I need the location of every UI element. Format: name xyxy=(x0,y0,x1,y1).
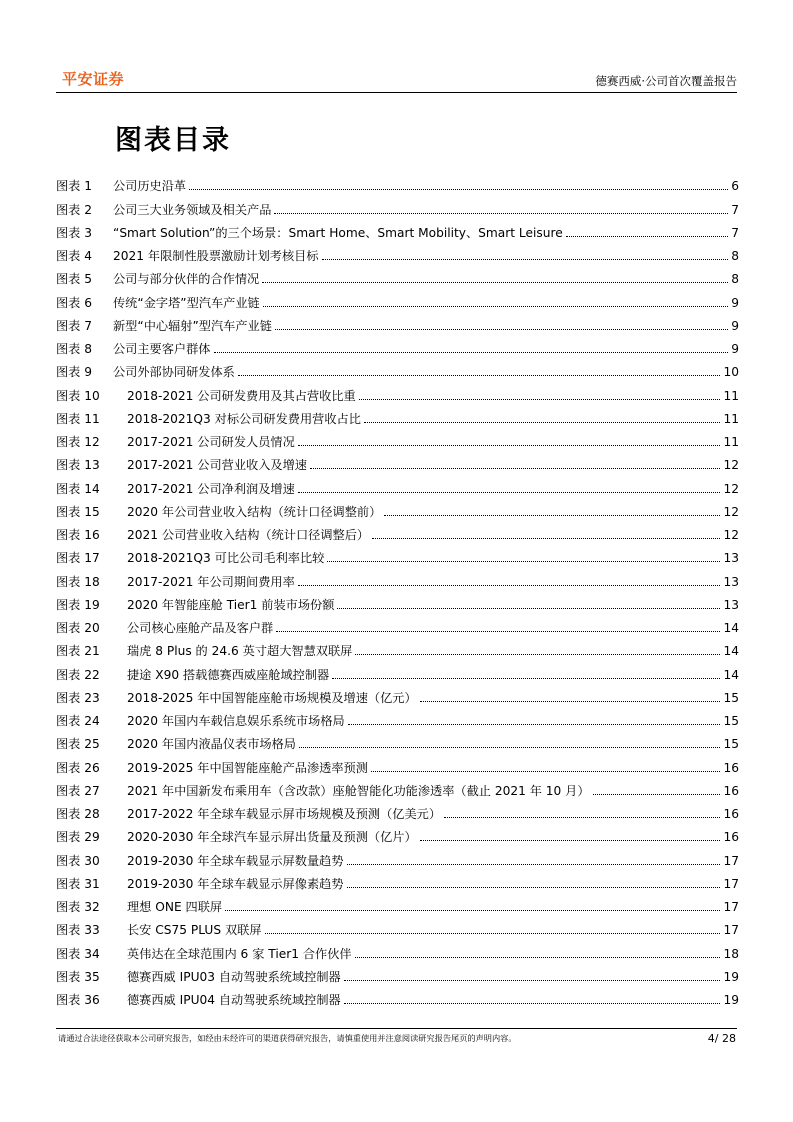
report-title: 德赛西威·公司首次覆盖报告 xyxy=(595,74,737,88)
toc-entry-label: 图表 35 xyxy=(56,969,100,984)
toc-entry-label: 图表 32 xyxy=(56,900,100,914)
toc-entry-label: 图表 5 xyxy=(56,272,93,287)
toc-entry-label: 图表 34 xyxy=(56,946,100,961)
toc-entry-label: 图表 12 xyxy=(56,435,100,449)
toc-entry-label: 图表 29 xyxy=(56,830,100,845)
toc-dot-leader xyxy=(265,933,721,934)
toc-dot-leader xyxy=(332,678,720,679)
toc-entry-title: 公司主要客户群体 xyxy=(113,342,211,356)
toc-entry[interactable] xyxy=(56,519,739,542)
toc-entry-label: 图表 22 xyxy=(56,667,100,682)
toc-dot-leader xyxy=(276,631,720,632)
toc-dot-leader xyxy=(355,957,721,958)
toc-entry-page: 15 xyxy=(723,714,739,728)
toc-entry-title: 2018-2025 年中国智能座舱市场规模及增速（亿元） xyxy=(127,690,417,705)
toc-dot-leader xyxy=(238,375,721,376)
toc-entry-label: 图表 10 xyxy=(56,388,100,403)
toc-entry[interactable] xyxy=(56,589,739,612)
toc-entry-title: 新型“中心辐射”型汽车产业链 xyxy=(113,318,272,333)
toc-entry-label: 图表 7 xyxy=(56,318,93,333)
toc-entry[interactable] xyxy=(56,844,739,867)
toc-entry-page: 13 xyxy=(723,597,739,612)
toc-entry-title: 2019-2030 年全球车载显示屏像素趋势 xyxy=(127,876,344,891)
toc-entry-label: 图表 9 xyxy=(56,365,93,380)
toc-entry-title: 2017-2021 公司净利润及增速 xyxy=(127,481,295,496)
toc-entry-label: 图表 3 xyxy=(56,225,93,240)
toc-entry-page: 16 xyxy=(723,783,739,798)
toc-entry-page: 11 xyxy=(723,388,739,403)
toc-dot-leader xyxy=(384,515,720,516)
toc-entry-title: 公司三大业务领域及相关产品 xyxy=(113,202,272,217)
toc-entry-page: 8 xyxy=(731,272,739,287)
toc-entry-title: 2021 公司营业收入结构（统计口径调整后） xyxy=(127,528,370,542)
toc-dot-leader xyxy=(298,585,721,586)
toc-entry-label: 图表 14 xyxy=(56,481,100,496)
toc-entry-page: 9 xyxy=(731,342,739,356)
toc-entry-page: 8 xyxy=(731,249,739,263)
toc-entry-title: 2019-2025 年中国智能座舱产品渗透率预测 xyxy=(127,760,368,775)
toc-entry-page: 7 xyxy=(731,202,739,217)
toc-entry-label: 图表 11 xyxy=(56,411,100,426)
toc-entry[interactable] xyxy=(56,472,739,495)
toc-entry-label: 图表 2 xyxy=(56,202,93,217)
toc-dot-leader xyxy=(420,701,721,702)
toc-dot-leader xyxy=(355,654,720,655)
toc-entry[interactable] xyxy=(56,542,739,565)
page-title: 图表目录 xyxy=(115,125,231,156)
toc-entry-title: 2017-2021 年公司期间费用率 xyxy=(127,574,295,589)
toc-entry[interactable] xyxy=(56,379,739,402)
toc-entry-page: 17 xyxy=(723,876,739,891)
toc-entry-title: 捷途 X90 搭载德赛西威座舱域控制器 xyxy=(127,667,330,682)
toc-entry-page: 17 xyxy=(723,900,739,914)
toc-dot-leader xyxy=(420,840,721,841)
toc-dot-leader xyxy=(262,282,728,283)
toc-entry-page: 12 xyxy=(723,481,739,496)
toc-entry-page: 17 xyxy=(723,853,739,868)
toc-entry-title: 2021 年中国新发布乘用车（含改款）座舱智能化功能渗透率（截止 2021 年 10 月） xyxy=(127,783,590,798)
table-of-figures xyxy=(56,170,739,1007)
toc-entry[interactable] xyxy=(56,240,739,263)
toc-entry[interactable] xyxy=(56,728,739,751)
toc-dot-leader xyxy=(444,817,720,818)
toc-entry-title: 2019-2030 年全球车载显示屏数量趋势 xyxy=(127,853,344,868)
toc-entry-label: 图表 19 xyxy=(56,597,100,612)
toc-dot-leader xyxy=(298,445,721,446)
toc-entry-title: 2020 年智能座舱 Tier1 前装市场份额 xyxy=(127,597,335,612)
toc-entry-label: 图表 13 xyxy=(56,458,100,473)
toc-entry-title: 2018-2021 公司研发费用及其占营收比重 xyxy=(127,388,356,403)
toc-entry-label: 图表 25 xyxy=(56,737,100,752)
toc-entry-label: 图表 16 xyxy=(56,528,100,542)
toc-entry-title: 2018-2021Q3 对标公司研发费用营收占比 xyxy=(127,411,361,426)
toc-entry[interactable] xyxy=(56,705,739,728)
toc-dot-leader xyxy=(299,747,721,748)
toc-entry-page: 19 xyxy=(723,969,739,984)
toc-entry-page: 15 xyxy=(723,737,739,752)
toc-entry[interactable] xyxy=(56,658,739,681)
toc-dot-leader xyxy=(214,352,729,353)
footer-divider xyxy=(56,1028,737,1029)
toc-entry-title: 2020 年公司营业收入结构（统计口径调整前） xyxy=(127,504,382,519)
toc-entry[interactable] xyxy=(56,333,739,356)
toc-entry-page: 9 xyxy=(731,318,739,333)
toc-entry[interactable] xyxy=(56,426,739,449)
toc-dot-leader xyxy=(364,422,721,423)
toc-entry-title: 瑞虎 8 Plus 的 24.6 英寸超大智慧双联屏 xyxy=(127,644,353,659)
toc-entry-title: 公司核心座舱产品及客户群 xyxy=(127,621,274,635)
toc-entry-title: 公司与部分伙伴的合作情况 xyxy=(113,272,260,287)
toc-entry-label: 图表 21 xyxy=(56,644,100,659)
toc-entry[interactable] xyxy=(56,635,739,658)
toc-dot-leader xyxy=(263,306,729,307)
toc-dot-leader xyxy=(347,864,721,865)
toc-entry[interactable] xyxy=(56,565,739,588)
toc-entry[interactable] xyxy=(56,821,739,844)
toc-entry-title: 公司外部协同研发体系 xyxy=(113,365,235,380)
toc-entry-title: 长安 CS75 PLUS 双联屏 xyxy=(127,923,262,938)
toc-entry-label: 图表 30 xyxy=(56,853,100,868)
toc-entry-title: 2020 年国内液晶仪表市场格局 xyxy=(127,737,296,752)
toc-dot-leader xyxy=(275,329,728,330)
toc-entry-title: 德赛西威 IPU03 自动驾驶系统域控制器 xyxy=(127,969,341,984)
toc-dot-leader xyxy=(566,236,729,237)
toc-entry[interactable] xyxy=(56,449,739,472)
toc-entry[interactable] xyxy=(56,356,739,379)
toc-dot-leader xyxy=(348,724,721,725)
toc-entry[interactable] xyxy=(56,937,739,960)
toc-entry[interactable] xyxy=(56,751,739,774)
toc-entry[interactable] xyxy=(56,310,739,333)
toc-entry[interactable] xyxy=(56,612,739,635)
toc-entry[interactable] xyxy=(56,891,739,914)
toc-dot-leader xyxy=(189,189,728,190)
toc-dot-leader xyxy=(593,794,721,795)
toc-entry-page: 9 xyxy=(731,295,739,310)
toc-dot-leader xyxy=(347,887,721,888)
toc-entry-page: 15 xyxy=(723,690,739,705)
toc-entry-page: 18 xyxy=(723,946,739,961)
header-divider xyxy=(56,92,737,93)
toc-dot-leader xyxy=(371,771,721,772)
toc-entry-title: 2017-2021 公司研发人员情况 xyxy=(127,435,295,449)
toc-entry-title: 2020 年国内车载信息娱乐系统市场格局 xyxy=(127,714,345,728)
toc-entry[interactable] xyxy=(56,798,739,821)
toc-entry-label: 图表 6 xyxy=(56,295,93,310)
toc-entry-page: 12 xyxy=(723,504,739,519)
toc-entry[interactable] xyxy=(56,496,739,519)
toc-entry-page: 7 xyxy=(731,225,739,240)
toc-entry[interactable] xyxy=(56,682,739,705)
toc-dot-leader xyxy=(274,213,728,214)
toc-entry-label: 图表 28 xyxy=(56,807,100,821)
toc-entry-title: 2017-2022 年全球车载显示屏市场规模及预测（亿美元） xyxy=(127,807,442,821)
toc-entry[interactable] xyxy=(56,217,739,240)
toc-entry-page: 6 xyxy=(731,179,739,194)
toc-entry-label: 图表 17 xyxy=(56,551,100,566)
toc-entry-label: 图表 27 xyxy=(56,783,100,798)
toc-entry-page: 14 xyxy=(723,667,739,682)
toc-entry-title: 公司历史沿革 xyxy=(113,179,187,194)
toc-entry[interactable] xyxy=(56,775,739,798)
toc-entry[interactable] xyxy=(56,961,739,984)
toc-entry[interactable] xyxy=(56,868,739,891)
toc-dot-leader xyxy=(310,468,720,469)
footer-disclaimer: 请通过合法途径获取本公司研究报告，如经由未经许可的渠道获得研究报告，请慎重使用并注意阅读研究报告尾页的声明内容。 xyxy=(58,1033,517,1043)
toc-entry-page: 14 xyxy=(723,621,739,635)
toc-entry-title: “Smart Solution”的三个场景：Smart Home、Smart Mobility、Smart Leisure xyxy=(113,225,563,240)
toc-entry-title: 传统“金字塔”型汽车产业链 xyxy=(113,295,260,310)
toc-dot-leader xyxy=(337,608,720,609)
toc-entry[interactable] xyxy=(56,193,739,216)
toc-entry-page: 10 xyxy=(723,365,739,380)
toc-entry-page: 16 xyxy=(723,760,739,775)
toc-entry-label: 图表 20 xyxy=(56,621,100,635)
toc-entry[interactable] xyxy=(56,263,739,286)
toc-entry-title: 理想 ONE 四联屏 xyxy=(127,900,223,914)
toc-entry-label: 图表 31 xyxy=(56,876,100,891)
toc-entry-page: 19 xyxy=(723,993,739,1007)
toc-entry-label: 图表 33 xyxy=(56,923,100,938)
toc-entry-label: 图表 1 xyxy=(56,179,93,194)
toc-entry-page: 12 xyxy=(723,458,739,473)
toc-entry[interactable] xyxy=(56,984,739,1007)
toc-entry[interactable] xyxy=(56,403,739,426)
toc-dot-leader xyxy=(298,492,721,493)
toc-entry[interactable] xyxy=(56,914,739,937)
toc-entry-page: 13 xyxy=(723,574,739,589)
toc-entry-title: 2020-2030 年全球汽车显示屏出货量及预测（亿片） xyxy=(127,830,417,845)
toc-entry-page: 13 xyxy=(723,551,739,566)
toc-dot-leader xyxy=(225,910,720,911)
toc-dot-leader xyxy=(327,561,720,562)
toc-dot-leader xyxy=(372,538,720,539)
toc-entry-page: 14 xyxy=(723,644,739,659)
toc-entry-label: 图表 24 xyxy=(56,714,100,728)
toc-entry-page: 11 xyxy=(723,411,739,426)
toc-entry-page: 11 xyxy=(723,435,739,449)
toc-dot-leader xyxy=(344,1003,721,1004)
toc-entry-label: 图表 36 xyxy=(56,993,100,1007)
toc-dot-leader xyxy=(322,259,729,260)
toc-entry-title: 英伟达在全球范围内 6 家 Tier1 合作伙伴 xyxy=(127,946,352,961)
toc-entry-title: 2017-2021 公司营业收入及增速 xyxy=(127,458,307,473)
toc-entry-title: 德赛西威 IPU04 自动驾驶系统域控制器 xyxy=(127,993,341,1007)
toc-entry-label: 图表 4 xyxy=(56,249,93,263)
toc-entry[interactable] xyxy=(56,170,739,193)
toc-entry[interactable] xyxy=(56,286,739,309)
toc-entry-page: 16 xyxy=(723,830,739,845)
toc-entry-page: 12 xyxy=(723,528,739,542)
page-number: 4/ 28 xyxy=(707,1032,736,1045)
toc-dot-leader xyxy=(359,399,721,400)
toc-entry-page: 17 xyxy=(723,923,739,938)
toc-entry-title: 2021 年限制性股票激励计划考核目标 xyxy=(113,249,319,263)
toc-entry-label: 图表 15 xyxy=(56,504,100,519)
toc-dot-leader xyxy=(344,980,721,981)
toc-entry-label: 图表 26 xyxy=(56,760,100,775)
toc-entry-title: 2018-2021Q3 可比公司毛利率比较 xyxy=(127,551,325,566)
brand-logo: 平安证券 xyxy=(62,70,125,88)
toc-entry-label: 图表 23 xyxy=(56,690,100,705)
toc-entry-label: 图表 18 xyxy=(56,574,100,589)
toc-entry-label: 图表 8 xyxy=(56,342,93,356)
toc-entry-page: 16 xyxy=(723,807,739,821)
